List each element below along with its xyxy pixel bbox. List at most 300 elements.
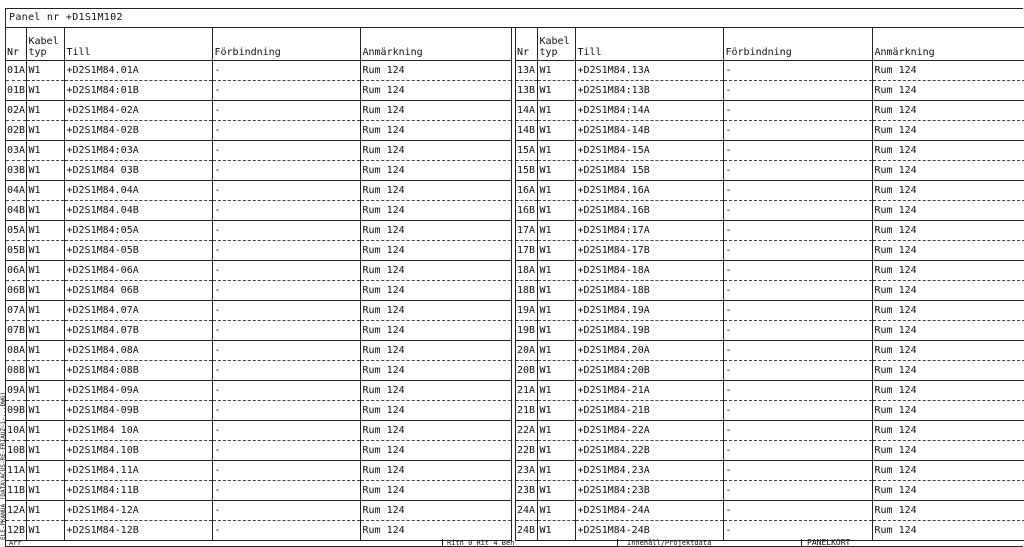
cell-nr: 15A: [516, 141, 537, 161]
header-till: Till: [64, 27, 212, 61]
cell-nr: 06A: [6, 261, 26, 281]
cell-nr: 06B: [6, 281, 26, 301]
cell-kabeltyp: W1: [537, 61, 575, 81]
cell-nr: 19B: [516, 321, 537, 341]
header-anmarkning: Anmärkning: [872, 27, 1024, 61]
cell-till: +D2S1M84-24B: [575, 521, 723, 541]
cell-till: +D2S1M84.11A: [64, 461, 212, 481]
cell-anmarkning: Rum 124: [360, 401, 511, 421]
cell-anmarkning: Rum 124: [360, 121, 511, 141]
table-row: [516, 161, 1024, 181]
table-row: [6, 261, 511, 281]
cell-kabeltyp: W1: [26, 401, 64, 421]
table-row: [6, 321, 511, 341]
cell-anmarkning: Rum 124: [360, 281, 511, 301]
cell-nr: 14B: [516, 121, 537, 141]
table-row: [516, 221, 1024, 241]
cell-till: +D2S1M84 15B: [575, 161, 723, 181]
cell-forbindning: -: [212, 201, 360, 221]
cell-till: +D2S1M84.16A: [575, 181, 723, 201]
cell-forbindning: -: [723, 441, 872, 461]
header-nr: Nr: [516, 27, 537, 61]
table-row: [516, 81, 1024, 101]
cell-nr: 09A: [6, 381, 26, 401]
footer-arr: Arr: [9, 539, 22, 547]
table-row: [516, 261, 1024, 281]
cell-anmarkning: Rum 124: [872, 61, 1024, 81]
cell-nr: 22B: [516, 441, 537, 461]
cell-kabeltyp: W1: [537, 141, 575, 161]
cell-forbindning: -: [212, 221, 360, 241]
cell-till: +D2S1M84 06B: [64, 281, 212, 301]
cell-forbindning: -: [723, 101, 872, 121]
table-row: [516, 461, 1024, 481]
cell-nr: 11A: [6, 461, 26, 481]
cell-till: +D2S1M84:08B: [64, 361, 212, 381]
cell-anmarkning: Rum 124: [360, 141, 511, 161]
cell-till: +D2S1M84.08A: [64, 341, 212, 361]
cell-forbindning: -: [212, 361, 360, 381]
cell-till: +D2S1M84.04B: [64, 201, 212, 221]
cell-anmarkning: Rum 124: [360, 321, 511, 341]
cell-kabeltyp: W1: [537, 181, 575, 201]
cell-forbindning: -: [723, 421, 872, 441]
cell-kabeltyp: W1: [537, 301, 575, 321]
table-row: [6, 521, 511, 541]
cell-nr: 17A: [516, 221, 537, 241]
footer-divider: [801, 539, 802, 547]
footer-document-type: PANELKORT: [807, 538, 851, 547]
cell-nr: 10A: [6, 421, 26, 441]
table-row: [6, 61, 511, 81]
table-row: [516, 521, 1024, 541]
cell-forbindning: -: [212, 141, 360, 161]
cell-forbindning: -: [212, 521, 360, 541]
cell-till: +D2S1M84-22A: [575, 421, 723, 441]
cell-forbindning: -: [212, 301, 360, 321]
cell-forbindning: -: [212, 481, 360, 501]
header-typ: typ: [539, 47, 558, 58]
cell-till: +D2S1M84-17B: [575, 241, 723, 261]
cell-forbindning: -: [723, 521, 872, 541]
cell-kabeltyp: W1: [26, 261, 64, 281]
cell-nr: 04A: [6, 181, 26, 201]
cell-nr: 10B: [6, 441, 26, 461]
cell-kabeltyp: W1: [537, 321, 575, 341]
cell-anmarkning: Rum 124: [360, 361, 511, 381]
cell-forbindning: -: [723, 61, 872, 81]
cell-nr: 21B: [516, 401, 537, 421]
cell-forbindning: -: [723, 361, 872, 381]
cell-nr: 05A: [6, 221, 26, 241]
cell-anmarkning: Rum 124: [872, 321, 1024, 341]
cell-nr: 11B: [6, 481, 26, 501]
cell-forbindning: -: [212, 261, 360, 281]
cell-kabeltyp: W1: [537, 501, 575, 521]
cell-kabeltyp: W1: [26, 301, 64, 321]
cell-forbindning: -: [212, 401, 360, 421]
cell-till: +D2S1M84:11B: [64, 481, 212, 501]
table-row: [6, 101, 511, 121]
cell-forbindning: -: [723, 141, 872, 161]
cell-anmarkning: Rum 124: [360, 341, 511, 361]
cell-till: +D2S1M84-18B: [575, 281, 723, 301]
cell-till: +D2S1M84:13B: [575, 81, 723, 101]
cell-kabeltyp: W1: [26, 481, 64, 501]
cell-till: +D2S1M84-14B: [575, 121, 723, 141]
table-row: [6, 81, 511, 101]
cell-forbindning: -: [212, 381, 360, 401]
cell-till: +D2S1M84-24A: [575, 501, 723, 521]
cell-till: +D2S1M84.19A: [575, 301, 723, 321]
cell-anmarkning: Rum 124: [360, 221, 511, 241]
header-nr: Nr: [6, 27, 26, 61]
cell-anmarkning: Rum 124: [872, 501, 1024, 521]
table-row: [6, 181, 511, 201]
cell-anmarkning: Rum 124: [872, 401, 1024, 421]
cell-forbindning: -: [212, 281, 360, 301]
header-anmarkning: Anmärkning: [360, 27, 511, 61]
table-row: [516, 361, 1024, 381]
table-row: [516, 281, 1024, 301]
cell-till: +D2S1M84-12A: [64, 501, 212, 521]
cell-till: +D2S1M84.23A: [575, 461, 723, 481]
cell-forbindning: -: [723, 321, 872, 341]
right-table-body: [516, 61, 1024, 541]
cell-nr: 13B: [516, 81, 537, 101]
cell-anmarkning: Rum 124: [872, 81, 1024, 101]
cell-nr: 12A: [6, 501, 26, 521]
cell-anmarkning: Rum 124: [360, 81, 511, 101]
cell-nr: 02B: [6, 121, 26, 141]
cell-nr: 04B: [6, 201, 26, 221]
cell-nr: 20B: [516, 361, 537, 381]
cell-anmarkning: Rum 124: [360, 61, 511, 81]
cell-kabeltyp: W1: [537, 81, 575, 101]
cell-kabeltyp: W1: [537, 161, 575, 181]
table-row: [6, 221, 511, 241]
table-row: [6, 161, 511, 181]
cell-forbindning: -: [212, 241, 360, 261]
cell-till: +D2S1M84.07B: [64, 321, 212, 341]
cell-forbindning: -: [723, 481, 872, 501]
cell-nr: 07A: [6, 301, 26, 321]
table-row: [516, 61, 1024, 81]
table-header-row: [516, 27, 1024, 61]
cell-till: +D2S1M84:17A: [575, 221, 723, 241]
cell-forbindning: -: [723, 201, 872, 221]
cell-anmarkning: Rum 124: [360, 501, 511, 521]
cell-forbindning: -: [723, 181, 872, 201]
header-kabel: Kabel: [539, 36, 570, 47]
cell-anmarkning: Rum 124: [872, 461, 1024, 481]
cell-kabeltyp: W1: [26, 521, 64, 541]
cell-till: +D2S1M84.22B: [575, 441, 723, 461]
table-row: [6, 241, 511, 261]
cell-anmarkning: Rum 124: [360, 441, 511, 461]
side-filepath: [0, 380, 7, 540]
cell-nr: 08A: [6, 341, 26, 361]
table-row: [6, 341, 511, 361]
header-forbindning: Förbindning: [723, 27, 872, 61]
cell-till: +D2S1M84 03B: [64, 161, 212, 181]
cell-forbindning: -: [212, 501, 360, 521]
table-row: [6, 401, 511, 421]
cell-anmarkning: Rum 124: [872, 161, 1024, 181]
cell-nr: 12B: [6, 521, 26, 541]
cell-forbindning: -: [723, 241, 872, 261]
cell-anmarkning: Rum 124: [872, 341, 1024, 361]
cell-anmarkning: Rum 124: [360, 261, 511, 281]
cell-kabeltyp: W1: [537, 421, 575, 441]
cell-forbindning: -: [723, 161, 872, 181]
cell-forbindning: -: [212, 161, 360, 181]
cell-anmarkning: Rum 124: [360, 101, 511, 121]
cell-till: +D2S1M84.04A: [64, 181, 212, 201]
cell-nr: 17B: [516, 241, 537, 261]
cell-forbindning: -: [723, 461, 872, 481]
cell-till: +D2S1M84.19B: [575, 321, 723, 341]
cell-anmarkning: Rum 124: [360, 461, 511, 481]
cell-forbindning: -: [212, 421, 360, 441]
header-kabel: Kabel: [28, 36, 59, 47]
cell-nr: 07B: [6, 321, 26, 341]
cell-anmarkning: Rum 124: [872, 241, 1024, 261]
cell-forbindning: -: [723, 501, 872, 521]
cell-nr: 13A: [516, 61, 537, 81]
cell-forbindning: -: [212, 81, 360, 101]
table-row: [516, 101, 1024, 121]
cell-till: +D2S1M84:14A: [575, 101, 723, 121]
left-table-container: [5, 27, 512, 541]
table-row: [516, 401, 1024, 421]
table-row: [516, 441, 1024, 461]
footer-divider: [617, 539, 618, 547]
cell-kabeltyp: W1: [26, 161, 64, 181]
cell-forbindning: -: [723, 121, 872, 141]
table-row: [516, 141, 1024, 161]
cell-kabeltyp: W1: [26, 361, 64, 381]
cell-till: +D2S1M84-02B: [64, 121, 212, 141]
cell-forbindning: -: [723, 221, 872, 241]
cell-anmarkning: Rum 124: [872, 201, 1024, 221]
table-row: [516, 421, 1024, 441]
cell-kabeltyp: W1: [537, 261, 575, 281]
cell-till: +D2S1M84-06A: [64, 261, 212, 281]
cell-kabeltyp: W1: [537, 101, 575, 121]
cell-kabeltyp: W1: [537, 201, 575, 221]
cell-anmarkning: Rum 124: [360, 521, 511, 541]
cell-forbindning: -: [723, 281, 872, 301]
cell-anmarkning: Rum 124: [360, 241, 511, 261]
table-row: [6, 361, 511, 381]
cell-nr: 03B: [6, 161, 26, 181]
cell-till: +D2S1M84-21A: [575, 381, 723, 401]
cell-kabeltyp: W1: [26, 141, 64, 161]
title-block: [5, 539, 1024, 547]
table-row: [516, 121, 1024, 141]
cell-forbindning: -: [212, 61, 360, 81]
cell-nr: 20A: [516, 341, 537, 361]
cell-kabeltyp: W1: [26, 181, 64, 201]
cell-forbindning: -: [723, 341, 872, 361]
cell-anmarkning: Rum 124: [872, 101, 1024, 121]
table-row: [6, 421, 511, 441]
cell-kabeltyp: W1: [26, 501, 64, 521]
table-row: [516, 341, 1024, 361]
cell-till: +D2S1M84.13A: [575, 61, 723, 81]
cell-kabeltyp: W1: [537, 521, 575, 541]
cell-kabeltyp: W1: [537, 361, 575, 381]
cell-nr: 22A: [516, 421, 537, 441]
side-filepath-text: ELE-PKANUA (DATA\ACUS-RE-FRIAUZ~1-...DWG): [0, 391, 7, 540]
cell-forbindning: -: [723, 261, 872, 281]
cell-kabeltyp: W1: [537, 481, 575, 501]
cell-nr: 05B: [6, 241, 26, 261]
table-row: [516, 321, 1024, 341]
cell-kabeltyp: W1: [26, 441, 64, 461]
cell-forbindning: -: [212, 181, 360, 201]
cell-nr: 24B: [516, 521, 537, 541]
cell-kabeltyp: W1: [26, 241, 64, 261]
cell-anmarkning: Rum 124: [360, 181, 511, 201]
cell-forbindning: -: [723, 401, 872, 421]
right-table-container: [515, 27, 1024, 541]
cell-anmarkning: Rum 124: [872, 281, 1024, 301]
table-row: [516, 181, 1024, 201]
table-header-row: [6, 27, 511, 61]
cell-till: +D2S1M84:03A: [64, 141, 212, 161]
table-row: [516, 381, 1024, 401]
cable-table-right: [516, 27, 1024, 541]
cell-till: +D2S1M84-09B: [64, 401, 212, 421]
cell-till: +D2S1M84:01B: [64, 81, 212, 101]
cable-table-left: [6, 27, 511, 541]
cell-kabeltyp: W1: [537, 281, 575, 301]
footer-divider: [442, 539, 443, 547]
cell-nr: 03A: [6, 141, 26, 161]
cell-till: +D2S1M84-12B: [64, 521, 212, 541]
cell-nr: 16A: [516, 181, 537, 201]
header-forbindning: Förbindning: [212, 27, 360, 61]
cell-forbindning: -: [723, 381, 872, 401]
cell-forbindning: -: [212, 101, 360, 121]
cell-kabeltyp: W1: [26, 101, 64, 121]
cell-anmarkning: Rum 124: [360, 161, 511, 181]
cell-kabeltyp: W1: [537, 441, 575, 461]
cell-forbindning: -: [723, 301, 872, 321]
cell-anmarkning: Rum 124: [872, 141, 1024, 161]
cell-nr: 23B: [516, 481, 537, 501]
table-row: [6, 141, 511, 161]
table-row: [6, 501, 511, 521]
cell-kabeltyp: W1: [26, 461, 64, 481]
cell-till: +D2S1M84:23B: [575, 481, 723, 501]
cell-nr: 08B: [6, 361, 26, 381]
cell-kabeltyp: W1: [26, 121, 64, 141]
cell-nr: 18B: [516, 281, 537, 301]
header-kabel-typ: [26, 27, 64, 61]
cell-till: +D2S1M84 10A: [64, 421, 212, 441]
header-typ: typ: [28, 47, 47, 58]
table-row: [6, 481, 511, 501]
cell-till: +D2S1M84.01A: [64, 61, 212, 81]
footer-drawing-ref: Ritn 0 Rit 4 Ben: [447, 539, 515, 547]
cell-nr: 16B: [516, 201, 537, 221]
cell-kabeltyp: W1: [537, 121, 575, 141]
cell-kabeltyp: W1: [537, 401, 575, 421]
cell-forbindning: -: [212, 441, 360, 461]
cell-kabeltyp: W1: [537, 381, 575, 401]
cell-kabeltyp: W1: [26, 421, 64, 441]
cell-nr: 01B: [6, 81, 26, 101]
cell-kabeltyp: W1: [26, 221, 64, 241]
cell-till: +D2S1M84-15A: [575, 141, 723, 161]
header-till: Till: [575, 27, 723, 61]
table-row: [6, 441, 511, 461]
cell-nr: 23A: [516, 461, 537, 481]
cell-kabeltyp: W1: [26, 81, 64, 101]
cell-nr: 18A: [516, 261, 537, 281]
cell-anmarkning: Rum 124: [872, 421, 1024, 441]
cell-anmarkning: Rum 124: [872, 221, 1024, 241]
table-row: [6, 121, 511, 141]
cell-till: +D2S1M84.10B: [64, 441, 212, 461]
cell-nr: 09B: [6, 401, 26, 421]
left-table-body: [6, 61, 511, 541]
header-kabel-typ: [537, 27, 575, 61]
cell-nr: 24A: [516, 501, 537, 521]
cell-forbindning: -: [212, 461, 360, 481]
cell-nr: 19A: [516, 301, 537, 321]
cell-anmarkning: Rum 124: [360, 301, 511, 321]
cell-kabeltyp: W1: [537, 221, 575, 241]
cell-till: +D2S1M84-18A: [575, 261, 723, 281]
cell-till: +D2S1M84-05B: [64, 241, 212, 261]
cell-till: +D2S1M84.20A: [575, 341, 723, 361]
cell-anmarkning: Rum 124: [872, 361, 1024, 381]
cell-till: +D2S1M84.07A: [64, 301, 212, 321]
cell-nr: 15B: [516, 161, 537, 181]
table-row: [516, 241, 1024, 261]
cell-till: +D2S1M84:20B: [575, 361, 723, 381]
table-row: [6, 201, 511, 221]
cell-anmarkning: Rum 124: [872, 301, 1024, 321]
cell-anmarkning: Rum 124: [872, 181, 1024, 201]
cell-anmarkning: Rum 124: [360, 381, 511, 401]
cell-anmarkning: Rum 124: [360, 201, 511, 221]
cell-anmarkning: Rum 124: [872, 481, 1024, 501]
cell-kabeltyp: W1: [537, 461, 575, 481]
cell-nr: 02A: [6, 101, 26, 121]
cell-till: +D2S1M84.16B: [575, 201, 723, 221]
panel-title: Panel nr +D1S1M102: [9, 12, 123, 23]
table-row: [6, 281, 511, 301]
table-row: [6, 381, 511, 401]
cell-anmarkning: Rum 124: [360, 481, 511, 501]
cell-anmarkning: Rum 124: [360, 421, 511, 441]
cell-kabeltyp: W1: [26, 281, 64, 301]
cell-kabeltyp: W1: [26, 341, 64, 361]
table-row: [516, 201, 1024, 221]
cell-kabeltyp: W1: [26, 381, 64, 401]
cell-till: +D2S1M84-09A: [64, 381, 212, 401]
table-row: [516, 481, 1024, 501]
cell-anmarkning: Rum 124: [872, 381, 1024, 401]
cell-anmarkning: Rum 124: [872, 121, 1024, 141]
cell-kabeltyp: W1: [537, 241, 575, 261]
cell-nr: 01A: [6, 61, 26, 81]
